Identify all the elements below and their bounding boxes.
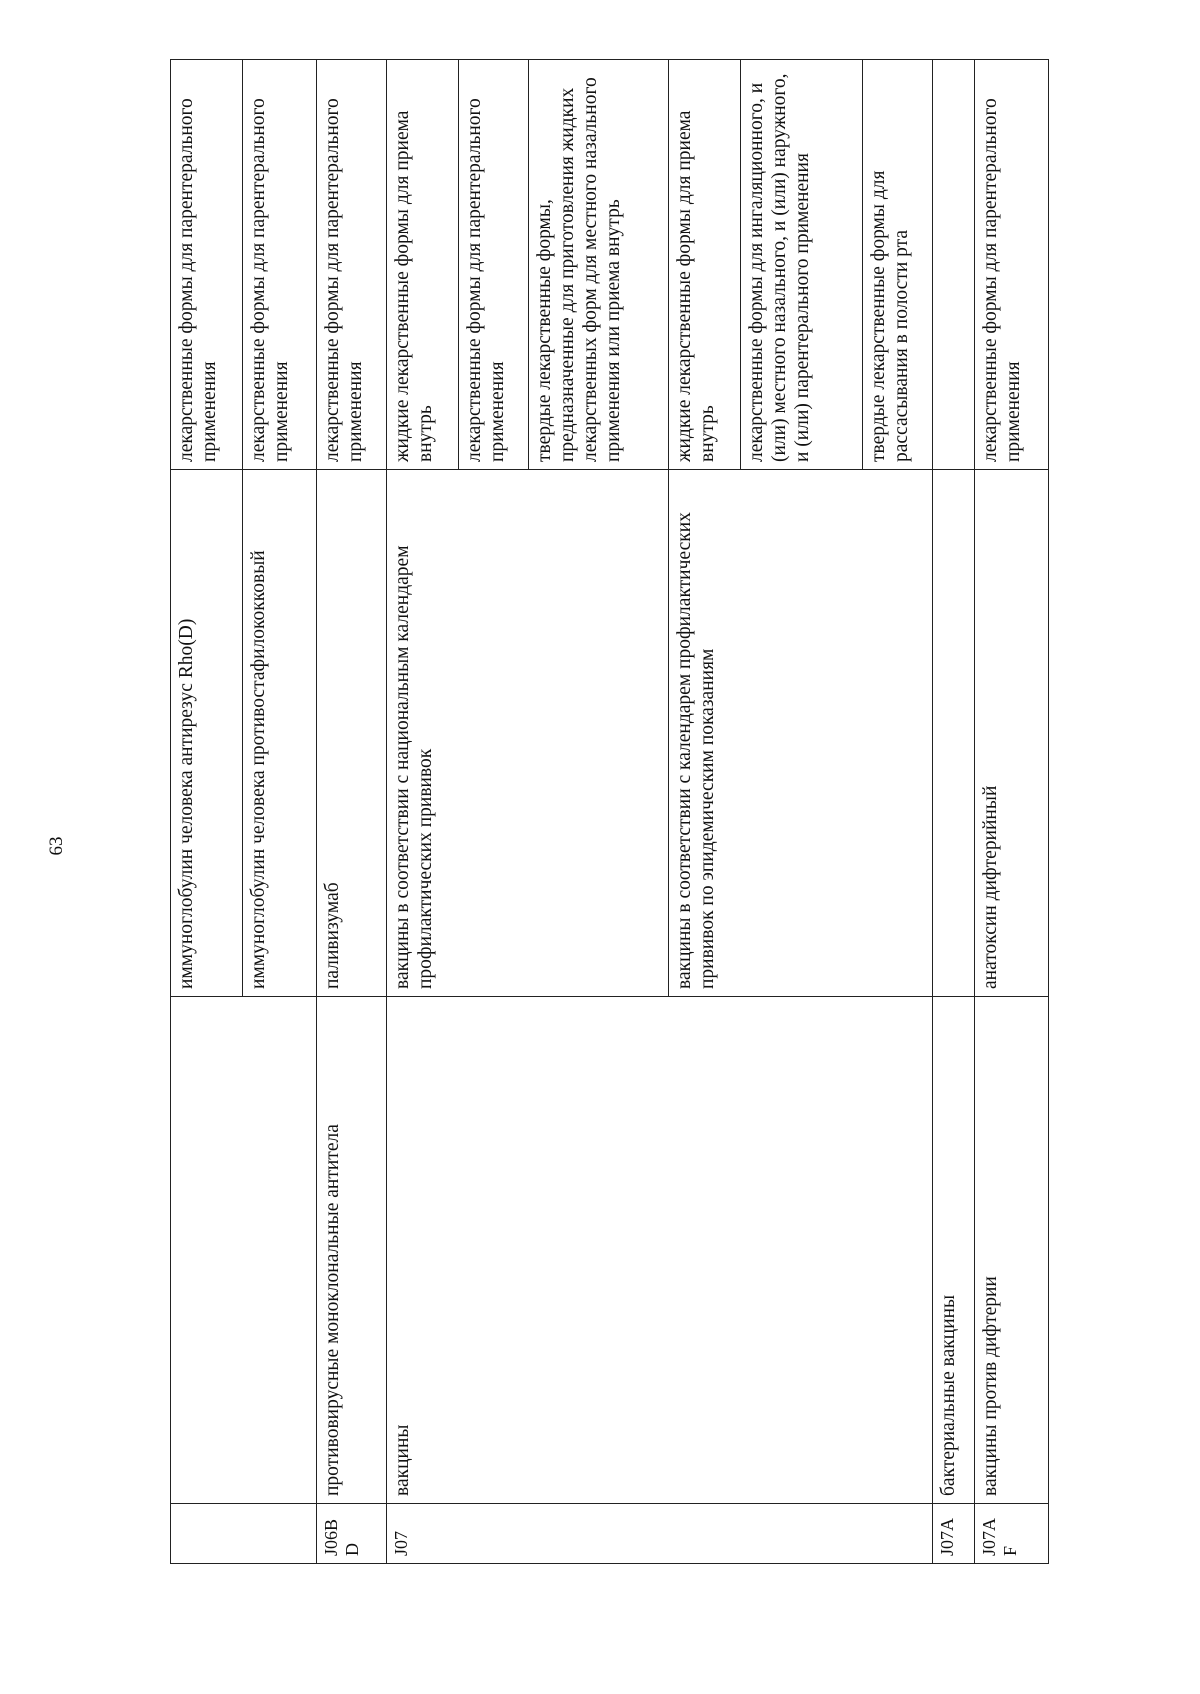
form-cell: лекарственные формы для парентерального применения: [459, 60, 529, 470]
form-cell: [933, 60, 975, 470]
drug-cell: анатоксин дифтерийный: [975, 470, 1049, 997]
atc-code-cell: J07A: [933, 1504, 975, 1564]
drug-cell: иммуноглобулин человека противостафилококковый: [243, 470, 317, 997]
table-row: [317, 60, 387, 1564]
table-row: [933, 60, 975, 1564]
table-row: [975, 60, 1049, 1564]
group-cell: противовирусные моноклональные антитела: [317, 997, 387, 1504]
form-cell: лекарственные формы для парентерального применения: [317, 60, 387, 470]
form-cell: твердые лекарственные формы для рассасывания в полости рта: [863, 60, 933, 470]
atc-code-cell: [171, 1504, 317, 1564]
form-cell: лекарственные формы для ингаляционного, и (или) местного назального, и (или) наружного, и (или) парентерального применения: [741, 60, 863, 470]
form-cell: твердые лекарственные формы, предназначенные для приготовления жидких лекарственных форм для местного назального применения или приема внутрь: [529, 60, 669, 470]
form-cell: лекарственные формы для парентерального применения: [975, 60, 1049, 470]
drug-cell: [933, 470, 975, 997]
drug-cell: иммуноглобулин человека антирезус Rho(D): [171, 470, 243, 997]
table-row: [387, 60, 459, 1564]
form-cell: жидкие лекарственные формы для приема внутрь: [669, 60, 741, 470]
drug-cell: вакцины в соответствии с календарем профилактических прививок по эпидемическим показаниям: [669, 470, 933, 997]
form-cell: жидкие лекарственные формы для приема внутрь: [387, 60, 459, 470]
atc-code-cell: J06BD: [317, 1504, 387, 1564]
atc-code-cell: J07: [387, 1504, 933, 1564]
form-cell: лекарственные формы для парентерального применения: [171, 60, 243, 470]
group-cell: вакцины: [387, 997, 933, 1504]
page-number: 63: [46, 836, 67, 856]
group-cell: [171, 997, 317, 1504]
group-cell: вакцины против дифтерии: [975, 997, 1049, 1504]
atc-code-cell: J07AF: [975, 1504, 1049, 1564]
drug-cell: вакцины в соответствии с национальным календарем профилактических прививок: [387, 470, 669, 997]
atc-drug-table: [170, 59, 1049, 1564]
group-cell: бактериальные вакцины: [933, 997, 975, 1504]
table-row: [171, 60, 243, 1564]
form-cell: лекарственные формы для парентерального применения: [243, 60, 317, 470]
drug-cell: паливизумаб: [317, 470, 387, 997]
